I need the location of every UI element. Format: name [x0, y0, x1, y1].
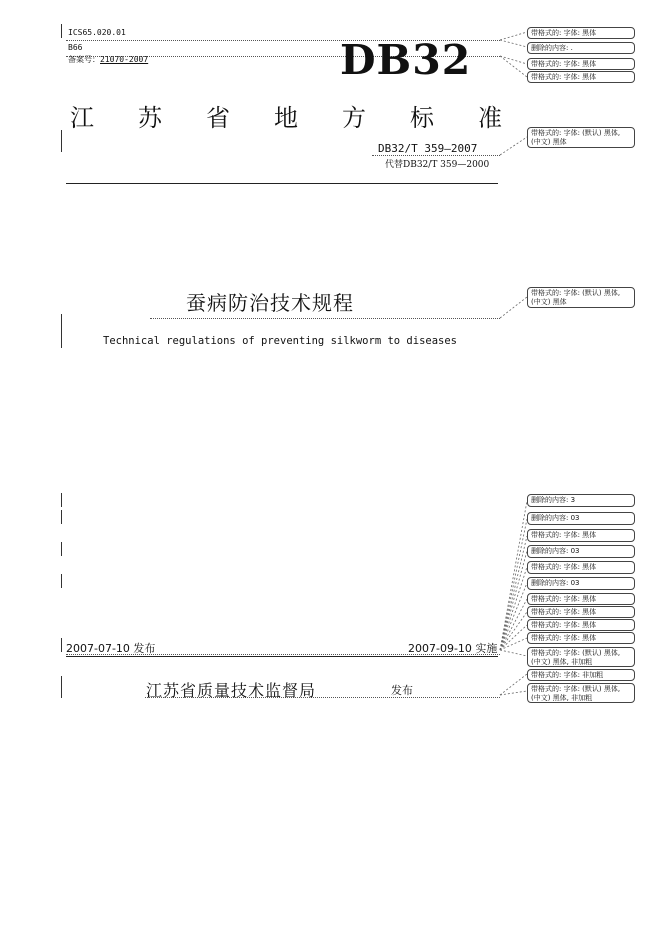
- comment-balloon[interactable]: 带格式的: 字体: 非加粗: [527, 669, 635, 681]
- header-rule: [66, 183, 498, 184]
- comment-balloon[interactable]: 带格式的: 字体: 黑体: [527, 606, 635, 618]
- comment-balloon[interactable]: 带格式的: 字体: 黑体: [527, 619, 635, 631]
- heading-char: 准: [478, 104, 502, 132]
- chinese-title: 蚕病防治技术规程: [186, 291, 354, 315]
- change-bar: [61, 130, 62, 152]
- standard-number: DB32/T 359—2007: [378, 142, 478, 155]
- classification-code: B66: [68, 43, 83, 52]
- implement-date: 2007-09-10 实施: [408, 642, 498, 655]
- replaces-standard: 代替DB32/T 359—2000: [385, 160, 490, 170]
- issuer-suffix: 发布: [391, 684, 413, 697]
- heading-char: 省: [206, 104, 230, 132]
- comment-balloon[interactable]: 删除的内容: 03: [527, 577, 635, 590]
- comment-balloon[interactable]: 删除的内容: .: [527, 42, 635, 54]
- record-number-value: 21070-2007: [100, 55, 149, 64]
- change-bar: [61, 676, 62, 698]
- comment-balloon[interactable]: 带格式的: 字体: (默认) 黑体, (中文) 黑体: [527, 287, 635, 308]
- revision-underline: [150, 318, 500, 319]
- english-title: Technical regulations of preventing silkworm to diseases: [103, 335, 458, 347]
- comment-balloon[interactable]: 删除的内容: 03: [527, 512, 635, 525]
- comment-balloon[interactable]: 带格式的: 字体: 黑体: [527, 71, 635, 83]
- publish-date: 2007-07-10 发布: [66, 642, 156, 655]
- comment-balloon[interactable]: 带格式的: 字体: (默认) 黑体, (中文) 黑体, 非加粗: [527, 683, 635, 703]
- change-bar: [61, 542, 62, 556]
- change-bar: [61, 510, 62, 524]
- comment-balloon[interactable]: 带格式的: 字体: (默认) 黑体, (中文) 黑体: [527, 127, 635, 148]
- heading-char: 江: [70, 104, 94, 132]
- comment-balloon[interactable]: 带格式的: 字体: 黑体: [527, 58, 635, 70]
- comment-balloon[interactable]: 带格式的: 字体: 黑体: [527, 593, 635, 605]
- comment-balloon[interactable]: 带格式的: 字体: 黑体: [527, 529, 635, 542]
- issuer-name: 江苏省质量技术监督局: [146, 681, 317, 700]
- change-bar: [61, 24, 62, 38]
- change-bar: [61, 574, 62, 588]
- date-rule: [66, 656, 498, 657]
- heading-char: 方: [342, 104, 366, 132]
- comment-balloon[interactable]: 带格式的: 字体: 黑体: [527, 27, 635, 39]
- comment-balloon[interactable]: 带格式的: 字体: 黑体: [527, 632, 635, 644]
- comment-balloon[interactable]: 删除的内容: 03: [527, 545, 635, 558]
- change-bar: [61, 638, 62, 652]
- change-bar: [61, 493, 62, 507]
- comment-balloon[interactable]: 带格式的: 字体: (默认) 黑体, (中文) 黑体, 非加粗: [527, 647, 635, 667]
- heading-char: 标: [410, 104, 434, 132]
- ics-code: ICS65.020.01: [68, 28, 126, 37]
- standard-type-heading: [70, 98, 502, 130]
- heading-char: 苏: [138, 104, 162, 132]
- comment-balloon[interactable]: 带格式的: 字体: 黑体: [527, 561, 635, 574]
- heading-char: 地: [274, 104, 298, 132]
- revision-underline: [372, 155, 500, 156]
- change-bar: [61, 314, 62, 348]
- db-mark: DB32: [340, 36, 472, 84]
- record-label: 备案号：: [68, 55, 100, 64]
- comment-balloon[interactable]: 删除的内容: 3: [527, 494, 635, 507]
- record-number: [68, 55, 148, 65]
